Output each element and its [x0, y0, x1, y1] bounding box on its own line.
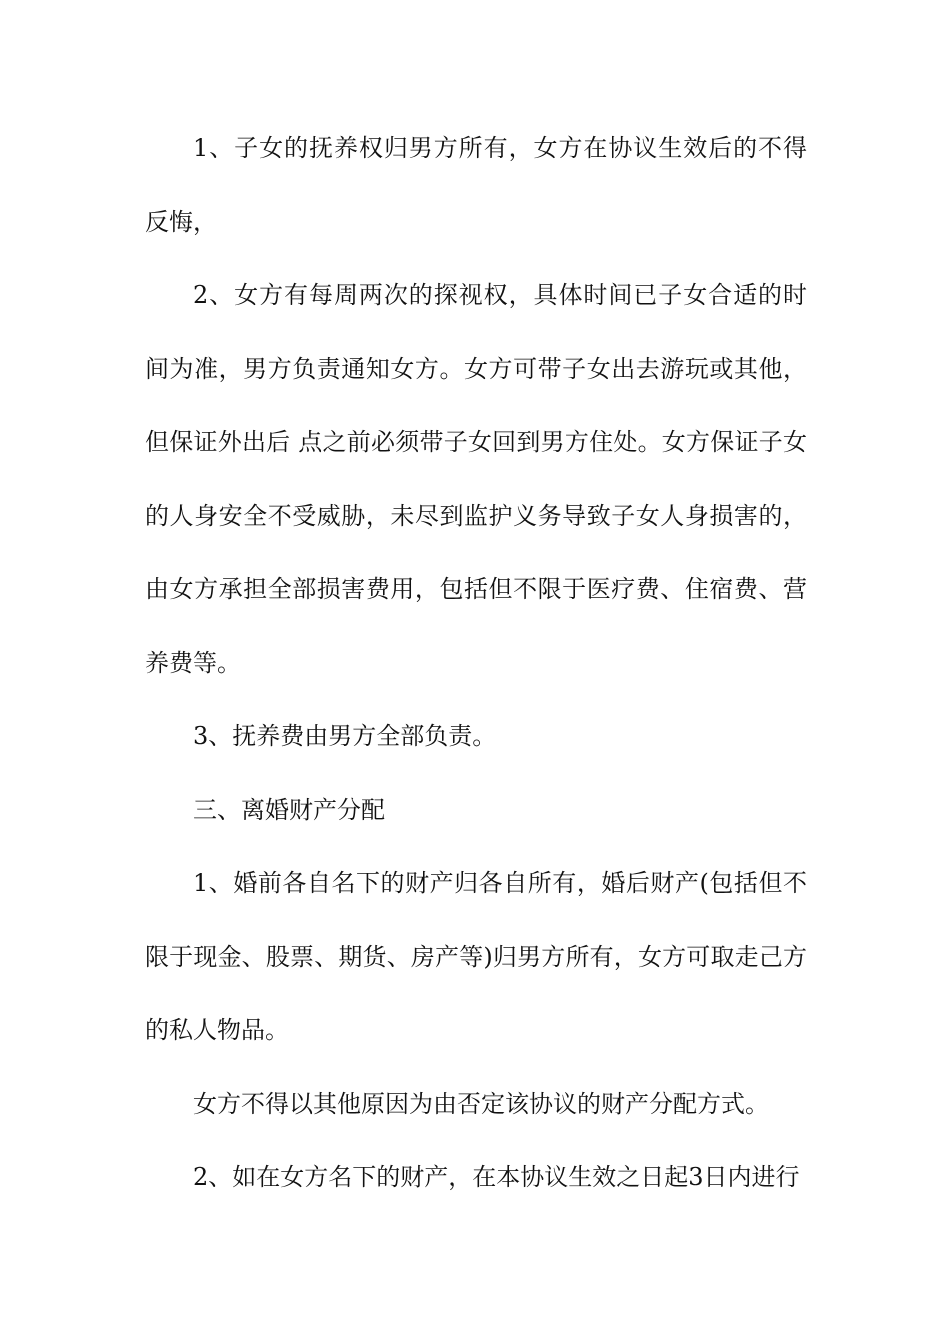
- paragraph-property-2: 2、如在女方名下的财产，在本协议生效之日起3日内进行: [193, 1163, 800, 1191]
- section-heading-property: 三、离婚财产分配: [193, 795, 385, 824]
- paragraph-support-fee: 3、抚养费由男方全部负责。: [193, 722, 497, 750]
- paragraph-custody: 1、子女的抚养权归男方所有，女方在协议生效后的不得反悔，: [145, 134, 807, 236]
- paragraph-property-note: 女方不得以其他原因为由否定该协议的财产分配方式。: [193, 1089, 769, 1118]
- document-body: [145, 112, 807, 1215]
- paragraph-property-1: 1、婚前各自名下的财产归各自所有，婚后财产(包括但不限于现金、股票、期货、房产等)归男方所有，女方可取走己方的私人物品。: [145, 869, 807, 1044]
- paragraph-visitation: 2、女方有每周两次的探视权，具体时间已子女合适的时间为准，男方负责通知女方。女方可带子女出去游玩或其他，但保证外出后 点之前必须带子女回到男方住处。女方保证子女的人身安全不受威胁，未尽到监护义务导致子女人身损害的，由女方承担全部损害费用，包括但不限于医疗费、住宿费、营养费等。: [145, 281, 807, 677]
